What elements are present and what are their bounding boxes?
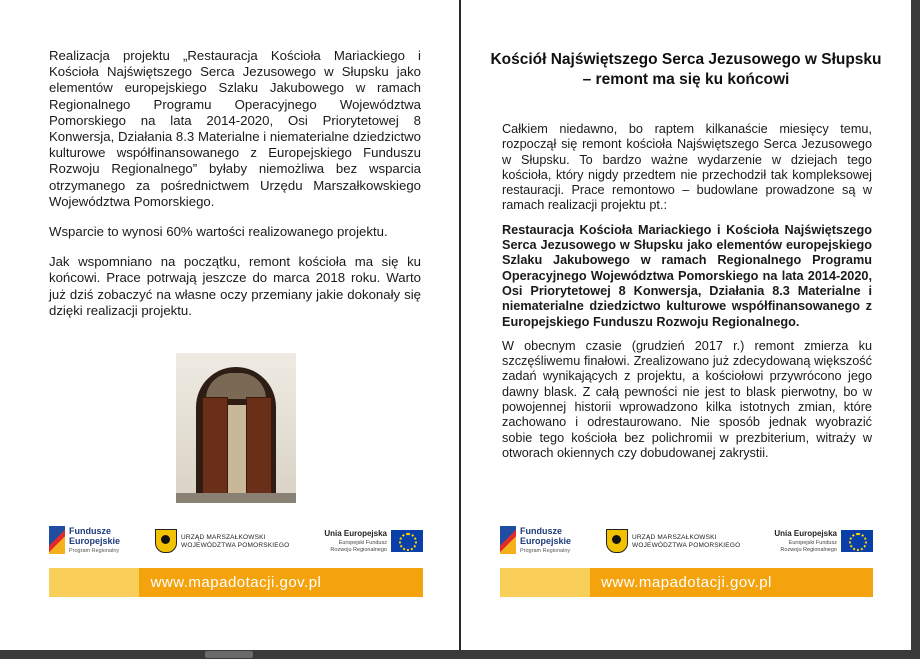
funding-logos-right xyxy=(500,521,873,561)
mapadotacji-banner-right[interactable] xyxy=(500,568,873,597)
right-paragraph-3: W obecnym czasie (grudzień 2017 r.) remont zmierza ku szczęśliwemu finałowi. Zrealizowano już zdecydowaną większość zadań wynikających z projektu, a kościołowi przywrócono jego dawny blask. Z całą pewności nie jest to blask pierwotny, bo w powojennej historii wprowadzono kilka istotnych zmian, które zachowano i odrestaurowano. Nie sposób jednak wyobrazić sobie tego kościoła bez polichromii w prezbiterium, witraży w otworach okiennych czy dobudowanej zakrystii. xyxy=(502,338,872,460)
eu-flag-icon xyxy=(391,530,423,552)
mapadotacji-link[interactable]: www.mapadotacji.gov.pl xyxy=(150,574,322,591)
mapadotacji-link[interactable]: www.mapadotacji.gov.pl xyxy=(601,574,772,591)
urzad-marszalkowski-logo: URZĄD MARSZAŁKOWSKI WOJEWÓDZTWA POMORSKIEGO xyxy=(155,521,295,561)
fe-flag-icon xyxy=(500,526,516,554)
fundusze-europejskie-logo: Fundusze Europejskie Program Regionalny xyxy=(500,521,600,561)
right-paragraph-1: Całkiem niedawno, bo raptem kilkanaście miesięcy temu, rozpoczął się remont kościoła Najświętszego Serca Jezusowego w Słupsku. To bardzo ważne wydarzenie w dziejach tego kościoła, który nigdy przedtem nie przechodził tak kompleksowej restauracji. Prace remontowo – budowlane prowadzone są w ramach realizacji projektu pt.: xyxy=(502,122,872,213)
left-paragraph-3: Jak wspomniano na początku, remont kościoła ma się ku końcowi. Prace potrwają jeszcze do marca 2018 roku. Warto już dziś zobaczyć na własne oczy przemiany jakie dokonały się dzięki realizacji projektu. xyxy=(49,254,421,318)
left-text-block xyxy=(49,48,421,333)
fe-flag-icon xyxy=(49,526,65,554)
left-paragraph-1: Realizacja projektu „Restauracja Kościoła Mariackiego i Kościoła Najświętszego Serca Jezusowego w Słupsku jako elementów europejskiego Szlaku Jakubowego w ramach Regionalnego Programu Operacyjnego Województwa Pomorskiego na lata 2014-2020, Osi Priorytetowej 8 Konwersja, Działania 8.3 Materialne i niematerialne dziedzictwo kulturowe współfinansowanego z Europejskiego Funduszu Rozwoju Regionalnego” byłaby niemożliwa bez wsparcia otrzymanego za pośrednictwem Urzędu Marszałkowskiego Województwa Pomorskiego. xyxy=(49,48,421,209)
unia-europejska-logo: Unia Europejska Europejski Fundusz Rozwoju Regionalnego xyxy=(303,521,423,561)
article-title: Kościół Najświętszego Serca Jezusowego w Słupsku – remont ma się ku końcowi xyxy=(490,51,882,88)
unia-europejska-logo: Unia Europejska Europejski Fundusz Rozwoju Regionalnego xyxy=(753,521,873,561)
urzad-marszalkowski-logo: URZĄD MARSZAŁKOWSKI WOJEWÓDZTWA POMORSKIEGO xyxy=(606,521,746,561)
right-text-block xyxy=(502,122,872,470)
left-paragraph-2: Wsparcie to wynosi 60% wartości realizowanego projektu. xyxy=(49,224,388,240)
horizontal-scrollbar[interactable] xyxy=(0,650,920,659)
project-title-paragraph: Restauracja Kościoła Mariackiego i Kościoła Najświętszego Serca Jezusowego w Słupsku jako elementów europejskiego Szlaku Jakubowego w ramach Regionalnego Programu Operacyjnego Województwa Pomorskiego na lata 2014-2020, Osi Priorytetowej 8 Konwersja, Działania 8.3 Materialne i niematerialne dziedzictwo kulturowe współfinansowanego z Europejskiego Funduszu Rozwoju Regionalnego. xyxy=(502,222,872,329)
funding-logos-left xyxy=(49,521,423,561)
church-door-photo xyxy=(176,353,296,503)
mapadotacji-banner-left[interactable] xyxy=(49,568,423,597)
vertical-scrollbar[interactable] xyxy=(911,0,920,659)
fundusze-europejskie-logo: Fundusze Europejskie Program Regionalny xyxy=(49,521,149,561)
pomorskie-crest-icon xyxy=(155,529,177,553)
eu-flag-icon xyxy=(841,530,873,552)
scrollbar-thumb[interactable] xyxy=(205,651,253,658)
pomorskie-crest-icon xyxy=(606,529,628,553)
